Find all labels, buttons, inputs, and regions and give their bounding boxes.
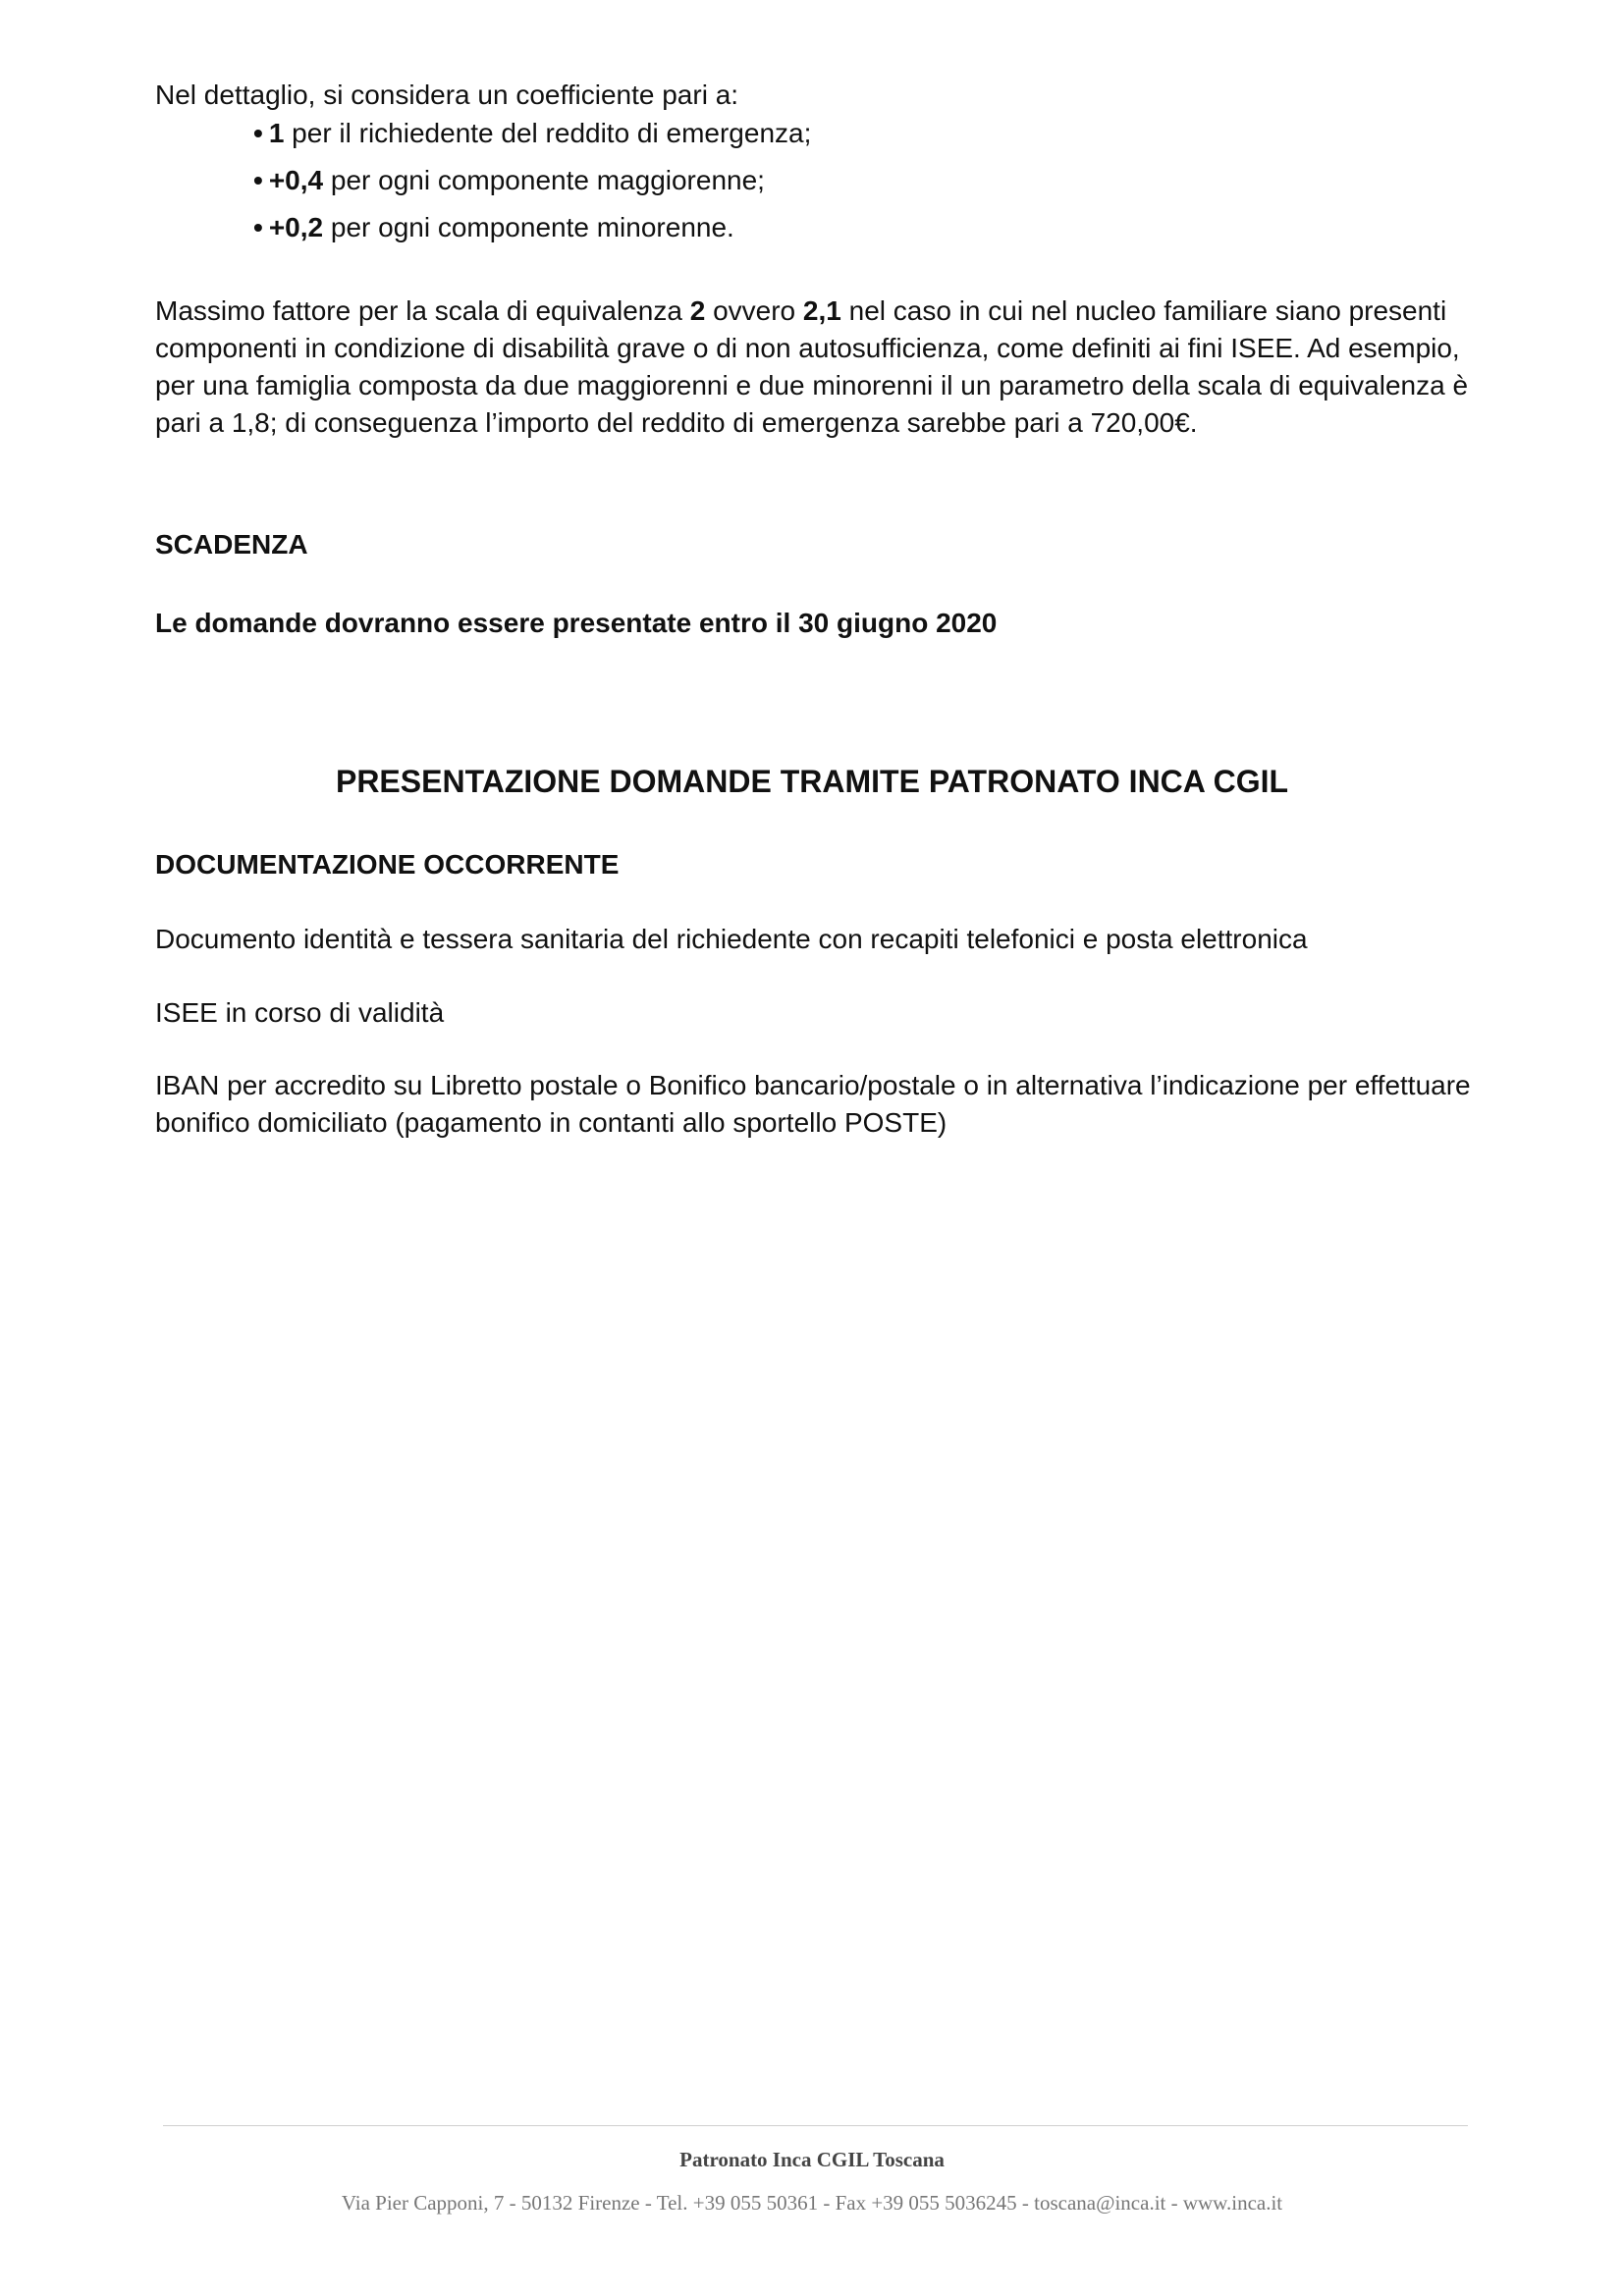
list-item <box>253 115 811 162</box>
paragraph-text: Massimo fattore per la scala di equivalenza <box>155 295 690 326</box>
document-item: Documento identità e tessera sanitaria del richiedente con recapiti telefonici e posta elettronica <box>155 924 1308 954</box>
section-title: PRESENTAZIONE DOMANDE TRAMITE PATRONATO INCA CGIL <box>335 764 1289 799</box>
bullet-icon: • <box>253 165 263 195</box>
paragraph-bold-value: 2 <box>689 295 706 326</box>
coefficient-description: per il richiedente del reddito di emergenza; <box>284 118 812 148</box>
footer-address: Via Pier Capponi, 7 - 50132 Firenze - Tel. +39 055 50361 - Fax +39 055 5036245 - toscana@inca.it - www.inca.it <box>341 2191 1283 2215</box>
bullet-icon: • <box>253 212 263 242</box>
deadline-text: Le domande dovranno essere presentate entro il 30 giugno 2020 <box>155 608 998 638</box>
bullet-icon: • <box>253 118 263 148</box>
paragraph-text: ovvero <box>705 295 803 326</box>
coefficient-value: +0,2 <box>268 212 324 242</box>
coefficient-value: 1 <box>268 118 285 148</box>
coefficient-description: per ogni componente maggiorenne; <box>323 165 765 195</box>
documentation-heading: DOCUMENTAZIONE OCCORRENTE <box>155 849 620 880</box>
list-item <box>253 209 811 256</box>
paragraph-bold-value: 2,1 <box>802 295 841 326</box>
paragraph-text: nel caso in cui nel nucleo familiare siano presenti componenti in condizione di disabilità grave o di non autosufficienza, come definiti ai fini ISEE. Ad esempio, per una famiglia composta da due maggiorenni e due minorenni il un parametro della scala di equivalenza è pari a 1,8; di conseguenza l’importo del reddito di emergenza sarebbe pari a 720,00€. <box>155 295 1469 438</box>
footer-divider <box>163 2125 1468 2126</box>
coefficient-value: +0,4 <box>268 165 324 195</box>
footer-title: Patronato Inca CGIL Toscana <box>679 2148 945 2171</box>
document-item: IBAN per accredito su Libretto postale o Bonifico bancario/postale o in alternativa l’indicazione per effettuare bonifico domiciliato (pagamento in contanti allo sportello POSTE) <box>155 1070 1471 1138</box>
intro-text: Nel dettaglio, si considera un coefficiente pari a: <box>155 80 739 110</box>
document-item: ISEE in corso di validità <box>155 997 445 1028</box>
list-item <box>253 162 811 209</box>
scadenza-heading: SCADENZA <box>155 529 308 560</box>
coefficient-list <box>253 115 811 256</box>
equivalence-scale-paragraph <box>155 293 1471 442</box>
coefficient-description: per ogni componente minorenne. <box>323 212 734 242</box>
